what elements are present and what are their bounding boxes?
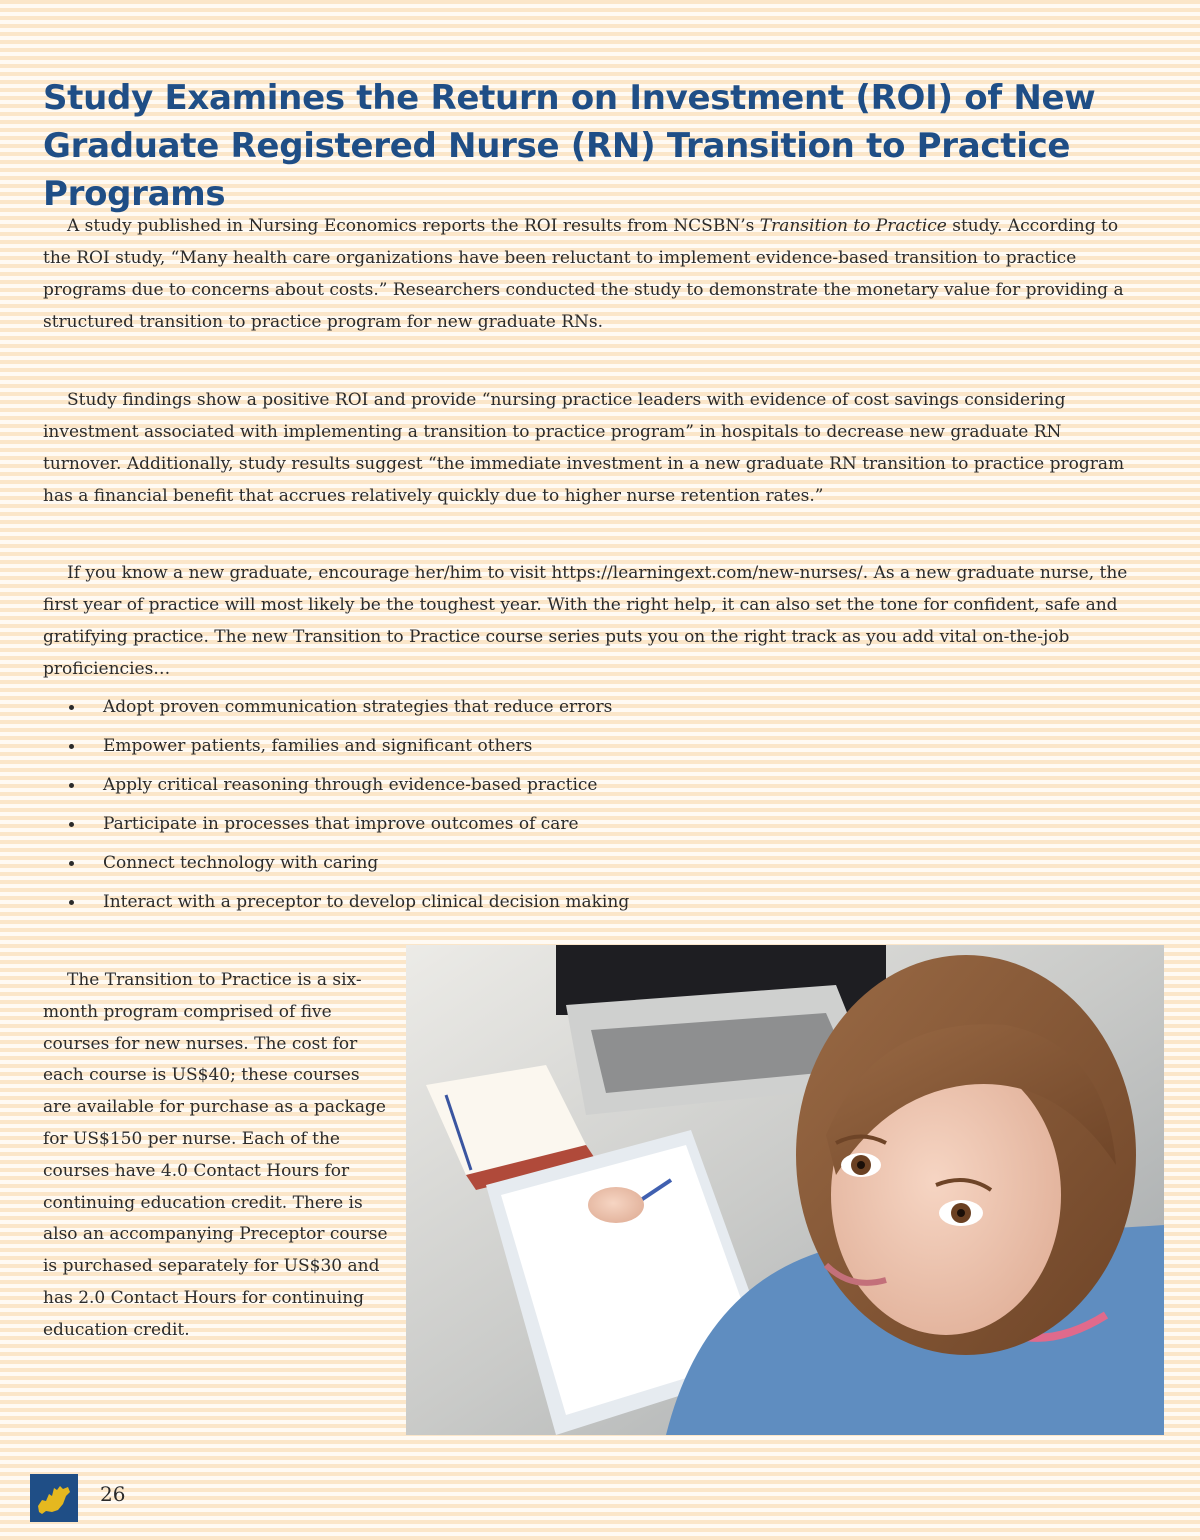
bullet-icon (69, 783, 74, 788)
list-item-text: Empower patients, families and significant others (103, 736, 533, 756)
bullet-icon (69, 900, 74, 905)
study-name-italic: Transition to Practice (759, 216, 947, 236)
page-number: 26 (100, 1482, 126, 1506)
list-item-text: Participate in processes that improve outcomes of care (103, 814, 579, 834)
list-item-text: Interact with a preceptor to develop clinical decision making (103, 892, 630, 912)
article-title: Study Examines the Return on Investment (ROI) of New Graduate Registered Nurse (RN) Transition to Practice Programs (43, 78, 1096, 214)
list-item (43, 768, 943, 807)
list-item-text: Apply critical reasoning through evidence-based practice (103, 775, 598, 795)
bullet-icon (69, 861, 74, 866)
nurse-photo (406, 945, 1164, 1435)
intro-text-end: study. According to the ROI study, “Many health care organizations have been reluctant to implement evidence-based transition to practice programs due to concerns about costs.” Researchers conducted the study to demonstrate the monetary value for providing a structured transition to practice program for new graduate RNs. (43, 216, 1124, 332)
list-item-text: Connect technology with caring (103, 853, 379, 873)
list-item (43, 690, 943, 729)
bullet-icon (69, 744, 74, 749)
intro-text-start: A study published in Nursing Economics reports the ROI results from NCSBN’s (67, 216, 760, 236)
list-item (43, 846, 943, 885)
bullet-icon (69, 822, 74, 827)
west-virginia-map-icon (30, 1474, 78, 1522)
proficiency-list (43, 690, 943, 924)
list-item (43, 729, 943, 768)
paragraph-new-graduates: If you know a new graduate, encourage her/him to visit https://learningext.com/new-nurses/. As a new graduate nurse, the first year of practice will most likely be the toughest year. With the right help, it can also set the tone for confident, safe and gratifying practice. The new Transition to Practice course series puts you on the right track as you add vital on-the-job proficiencies… (43, 563, 1128, 679)
list-item (43, 807, 943, 846)
list-item-text: Adopt proven communication strategies that reduce errors (103, 697, 613, 717)
paragraph-intro (43, 210, 1133, 338)
bullet-icon (69, 705, 74, 710)
paragraph-findings: Study findings show a positive ROI and provide “nursing practice leaders with evidence of cost savings considering investment associated with implementing a transition to practice program” in hospitals to decrease new graduate RN turnover. Additionally, study results suggest “the immediate investment in a new graduate RN transition to practice program has a financial benefit that accrues relatively quickly due to higher nurse retention rates.” (43, 390, 1125, 506)
paragraph-program-costs: The Transition to Practice is a six-month program comprised of five courses for new nurses. The cost for each course is US$40; these courses are available for purchase as a package for US$150 per nurse. Each of the courses have 4.0 Contact Hours for continuing education credit. There is also an accompanying Preceptor course is purchased separately for US$30 and has 2.0 Contact Hours for continuing education credit. (43, 970, 388, 1340)
list-item (43, 885, 943, 924)
